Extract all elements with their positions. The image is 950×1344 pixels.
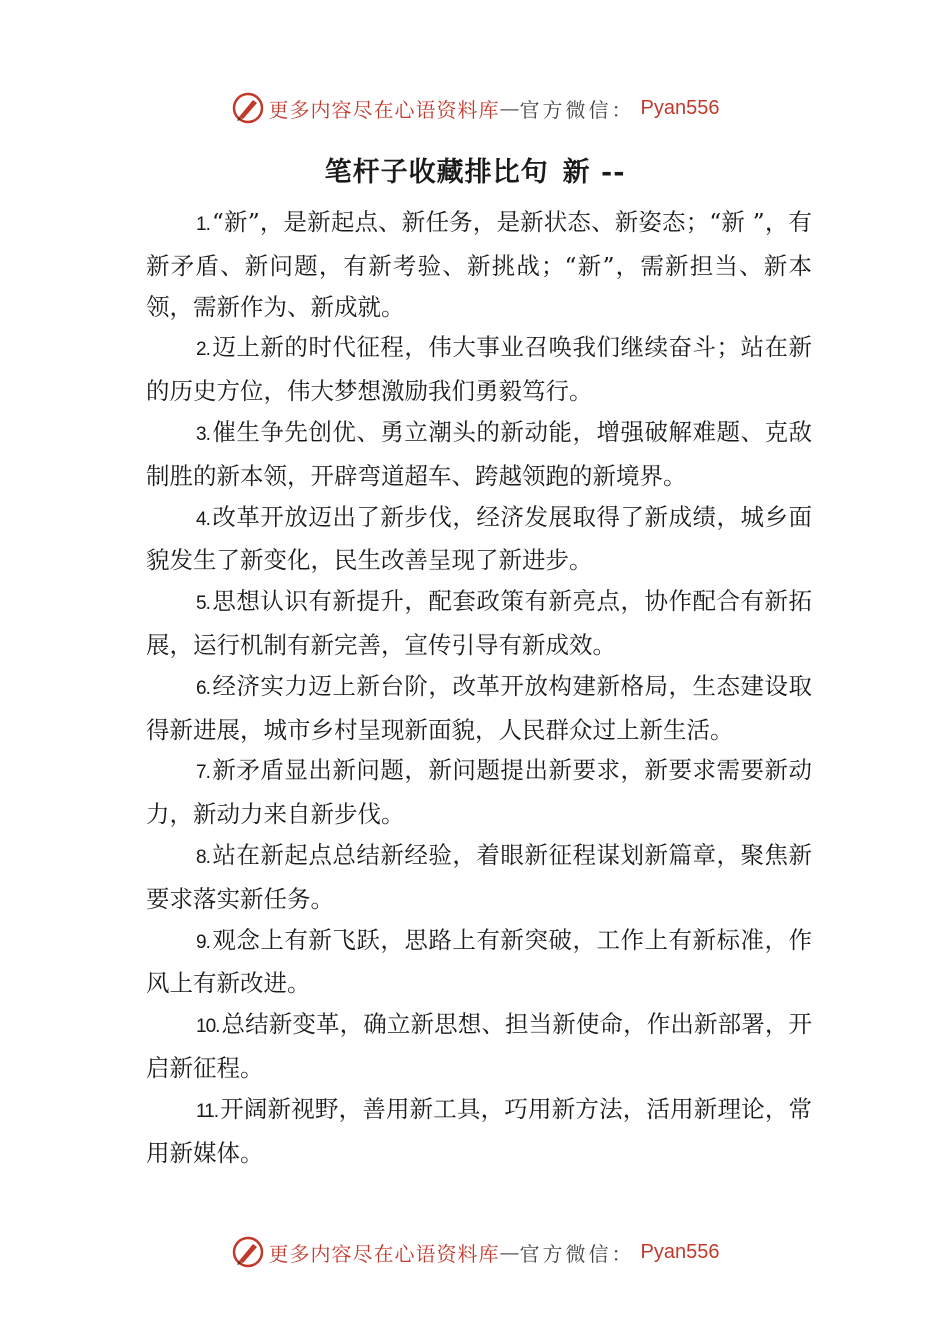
banner-wechat-label: 官方微信： bbox=[519, 1241, 635, 1266]
list-item bbox=[146, 835, 812, 920]
banner-wechat-label: 官方微信： bbox=[519, 97, 635, 122]
item-number: 11. bbox=[196, 1100, 219, 1122]
item-number: 9. bbox=[196, 931, 210, 953]
list-item bbox=[146, 581, 812, 666]
item-text: 迈上新的时代征程，伟大事业召唤我们继续奋斗；站在新的历史方位，伟大梦想激励我们勇毅笃行。 bbox=[146, 333, 812, 406]
pen-logo-icon bbox=[231, 91, 265, 125]
banner-wechat-id: Pyan556 bbox=[640, 1240, 720, 1263]
pen-logo-icon bbox=[231, 1235, 265, 1269]
footer-banner bbox=[0, 1232, 950, 1272]
list-item bbox=[146, 1089, 812, 1174]
list-item bbox=[146, 412, 812, 497]
item-number: 10. bbox=[196, 1016, 220, 1038]
list-item bbox=[146, 202, 812, 327]
document-body bbox=[146, 202, 812, 1173]
list-item bbox=[146, 1004, 812, 1089]
item-number: 2. bbox=[196, 339, 210, 361]
item-number: 4. bbox=[196, 508, 210, 530]
item-number: 3. bbox=[196, 423, 210, 445]
banner-dash: — bbox=[499, 96, 520, 120]
item-text: “新”，是新起点、新任务，是新状态、新姿态；“新 ”，有新矛盾、新问题，有新考验、新挑战；“新”，需新担当、新本领，需新作为、新成就。 bbox=[146, 208, 812, 321]
list-item bbox=[146, 497, 812, 582]
list-item bbox=[146, 920, 812, 1005]
item-text: 开阔新视野，善用新工具，巧用新方法，活用新理论，常用新媒体。 bbox=[146, 1094, 812, 1167]
item-text: 总结新变革，确立新思想、担当新使命，作出新部署，开启新征程。 bbox=[146, 1010, 812, 1082]
item-number: 6. bbox=[196, 677, 210, 699]
banner-dash: — bbox=[499, 1240, 520, 1264]
banner-main-text: 更多内容尽在心语资料库 bbox=[268, 1241, 500, 1266]
header-banner bbox=[0, 88, 950, 128]
banner-wechat-id: Pyan556 bbox=[640, 96, 720, 119]
item-text: 新矛盾显出新问题，新问题提出新要求，新要求需要新动力，新动力来自新步伐。 bbox=[146, 756, 812, 829]
banner-main-text: 更多内容尽在心语资料库 bbox=[268, 97, 500, 122]
page-title bbox=[0, 150, 950, 189]
item-number: 7. bbox=[196, 762, 210, 784]
list-item bbox=[146, 666, 812, 751]
item-number: 8. bbox=[196, 846, 210, 868]
item-text: 催生争先创优、勇立潮头的新动能，增强破解难题、克敌制胜的新本领，开辟弯道超车、跨越领跑的新境界。 bbox=[146, 417, 812, 490]
title-suffix: 新 -- bbox=[562, 157, 626, 188]
list-item bbox=[146, 327, 812, 412]
item-number: 1. bbox=[196, 214, 210, 235]
title-main: 笔杆子收藏排比句 bbox=[324, 157, 549, 188]
item-text: 改革开放迈出了新步伐，经济发展取得了新成绩，城乡面貌发生了新变化，民生改善呈现了新进步。 bbox=[146, 502, 812, 575]
item-text: 观念上有新飞跃，思路上有新突破，工作上有新标准，作风上有新改进。 bbox=[146, 925, 812, 998]
item-number: 5. bbox=[196, 593, 210, 615]
list-item bbox=[146, 750, 812, 835]
item-text: 站在新起点总结新经验，着眼新征程谋划新篇章，聚焦新要求落实新任务。 bbox=[146, 840, 812, 913]
item-text: 思想认识有新提升，配套政策有新亮点，协作配合有新拓展，运行机制有新完善，宣传引导有新成效。 bbox=[146, 587, 812, 659]
item-text: 经济实力迈上新台阶，改革开放构建新格局，生态建设取得新进展，城市乡村呈现新面貌，人民群众过上新生活。 bbox=[146, 671, 812, 744]
